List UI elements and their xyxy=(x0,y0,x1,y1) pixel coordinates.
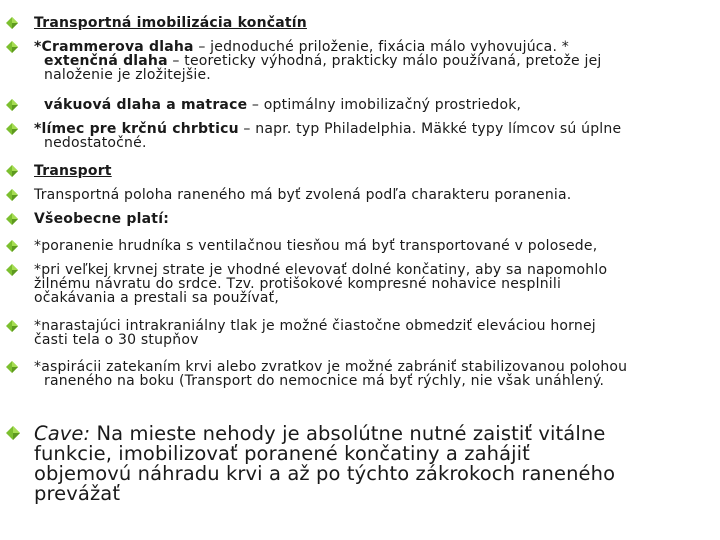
item-text: očakávania a prestali sa používať, xyxy=(34,290,279,306)
diamond-bullet-icon xyxy=(6,165,18,177)
item-bold-text: extenčná dlaha xyxy=(44,53,168,69)
item-text: objemovú náhradu krvi a až po týchto zákrokoch raneného xyxy=(34,462,616,485)
item-text: Transportná poloha raneného má byť zvolená podľa charakteru poranenia. xyxy=(34,187,572,203)
item-bold-text: Všeobecne platí: xyxy=(34,211,169,227)
item-text: – optimálny imobilizačný prostriedok, xyxy=(247,97,522,113)
diamond-bullet-icon xyxy=(6,426,20,440)
item-text: *pri veľkej krvnej strate je vhodné elevovať dolné končatiny, aby sa napomohlo xyxy=(34,262,608,278)
cave-label: Cave: xyxy=(34,422,91,445)
item-bold-text: vákuová dlaha a matrace xyxy=(44,97,248,113)
item-text: – napr. typ Philadelphia. Mäkké typy límcov sú úplne xyxy=(238,121,622,137)
diamond-bullet-icon xyxy=(6,99,18,111)
item-text: časti tela o 30 stupňov xyxy=(34,332,199,348)
heading-transport-immobilization: Transportná imobilizácia končatín xyxy=(34,15,307,31)
item-text: – jednoduché priloženie, fixácia málo vyhovujúca. * xyxy=(193,39,569,55)
diamond-bullet-icon xyxy=(6,17,18,29)
item-text: *narastajúci intrakraniálny tlak je možné čiastočne obmedziť eleváciou hornej xyxy=(34,318,596,334)
item-bold-text: *límec pre krčnú chrbticu xyxy=(34,121,239,137)
item-text: prevážať xyxy=(34,482,121,505)
item-text: Na mieste nehody je absolútne nutné zaistiť vitálne xyxy=(90,422,606,445)
item-bold-text: *Crammerova dlaha xyxy=(34,39,194,55)
diamond-bullet-icon xyxy=(6,361,18,373)
item-text: – teoreticky výhodná, prakticky málo používaná, pretože jej xyxy=(167,53,602,69)
diamond-bullet-icon xyxy=(6,189,18,201)
item-text: nedostatočné. xyxy=(44,135,147,151)
item-text: *aspirácii zatekaním krvi alebo zvratkov je možné zabrániť stabilizovanou polohou xyxy=(34,359,628,375)
diamond-bullet-icon xyxy=(6,240,18,252)
item-text: žilnému návratu do srdce. Tzv. protišokové kompresné nohavice nesplnili xyxy=(34,276,562,292)
item-text: *poranenie hrudníka s ventilačnou tiesňou má byť transportované v polosede, xyxy=(34,238,598,254)
item-text: naloženie je zložitejšie. xyxy=(44,67,211,83)
heading-transport: Transport xyxy=(34,163,112,179)
diamond-bullet-icon xyxy=(6,320,18,332)
diamond-bullet-icon xyxy=(6,123,18,135)
item-text: raneného na boku (Transport do nemocnice má byť rýchly, nie však unáhlený. xyxy=(44,373,605,389)
diamond-bullet-icon xyxy=(6,41,18,53)
diamond-bullet-icon xyxy=(6,213,18,225)
item-text: funkcie, imobilizovať poranené končatiny a zahájiť xyxy=(34,442,530,465)
diamond-bullet-icon xyxy=(6,264,18,276)
